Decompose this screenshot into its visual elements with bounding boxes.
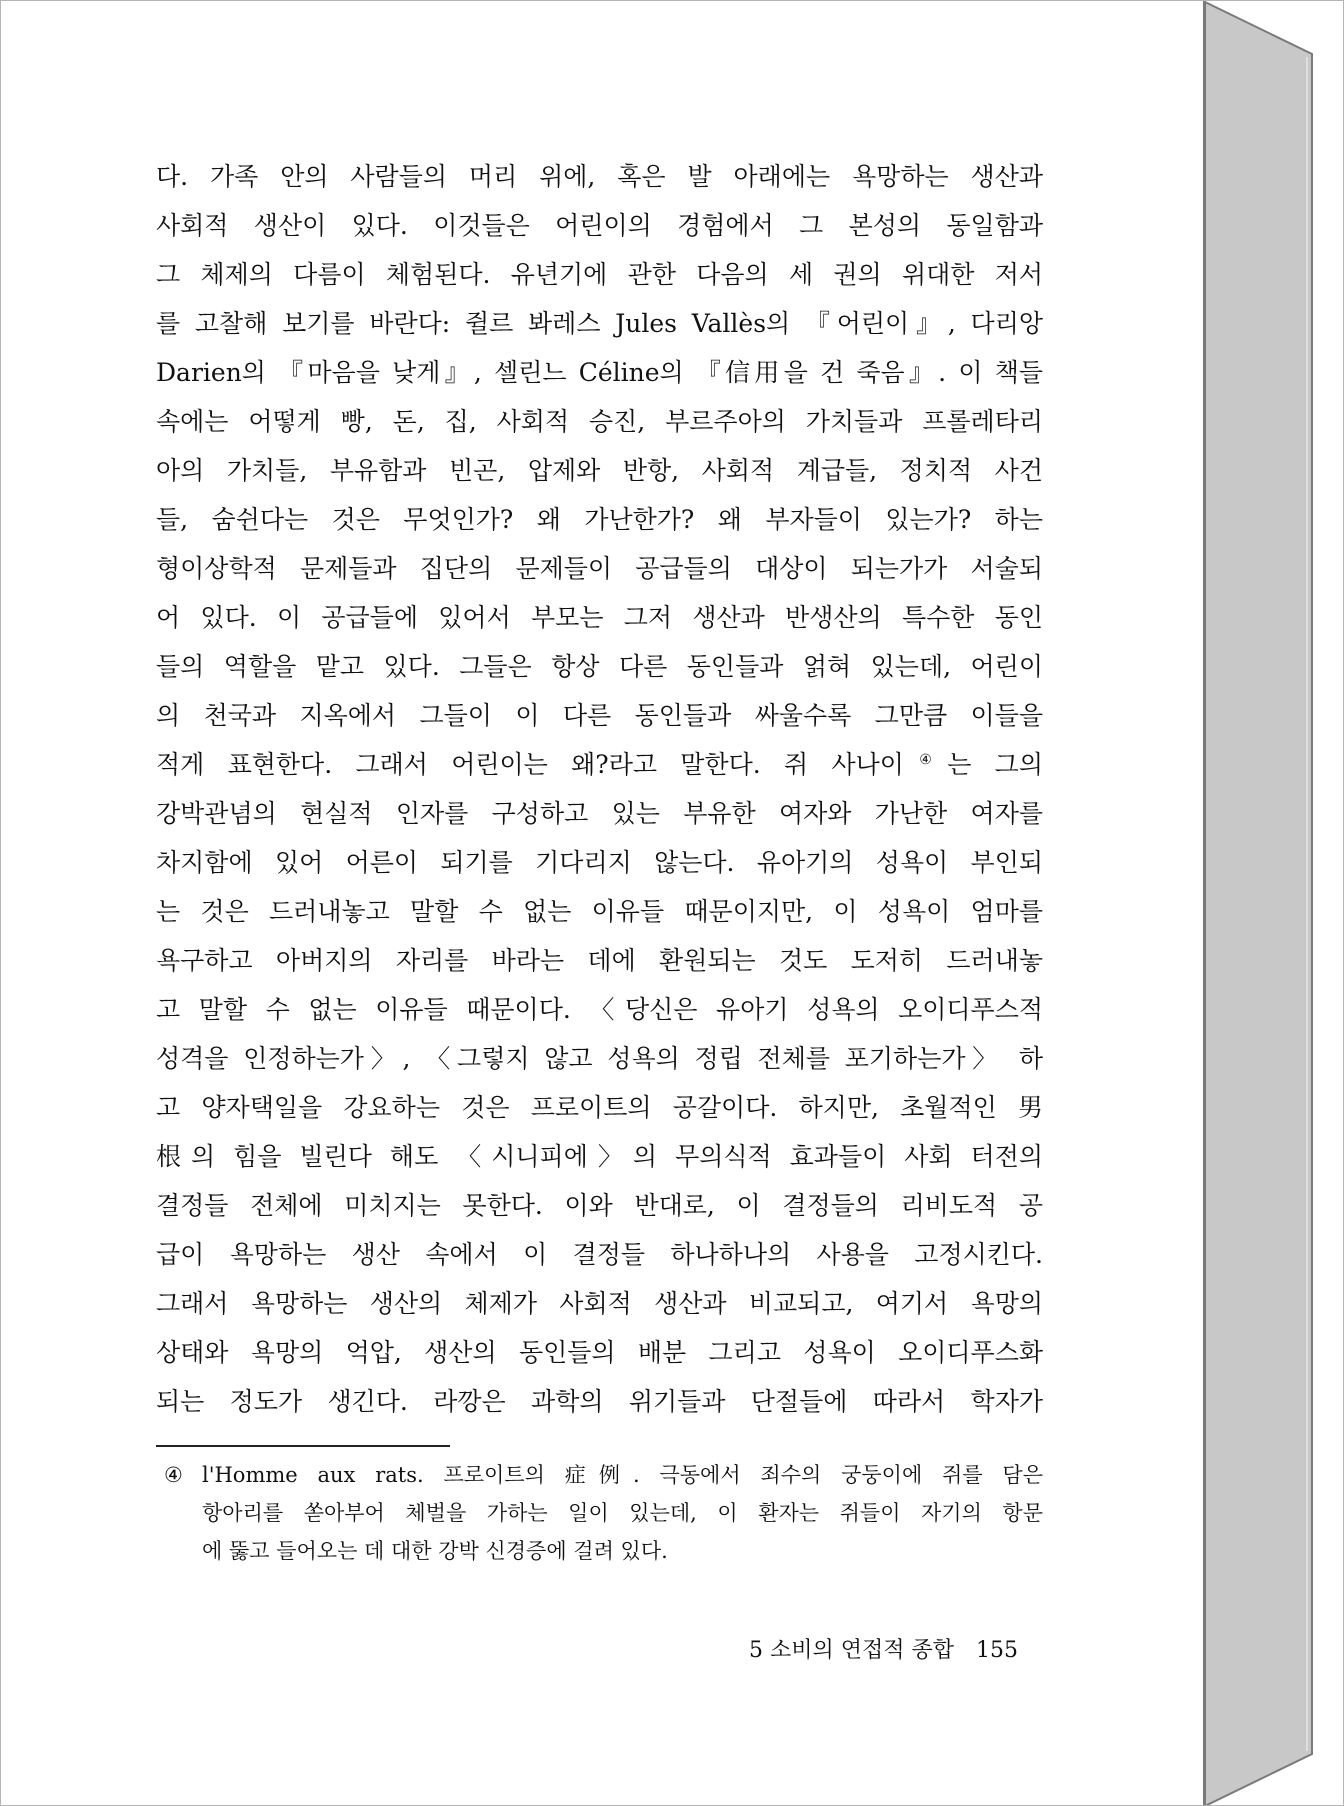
body-line [156,740,1043,789]
body-line: 들의 역할을 맡고 있다. 그들은 항상 다른 동인들과 얽혀 있는데, 어린이 [156,652,1043,681]
footnote-marker: ④ [164,1463,183,1487]
body-line: 강박관념의 현실적 인자를 구성하고 있는 부유한 여자와 가난한 여자를 [156,799,1043,828]
body-line: 들, 숨쉰다는 것은 무엇인가? 왜 가난한가? 왜 부자들이 있는가? 하는 [156,505,1043,534]
body-line: 고 말할 수 없는 이유들 때문이다. 〈당신은 유아기 성욕의 오이디푸스적 [156,995,1043,1024]
body-line: 사회적 생산이 있다. 이것들은 어린이의 경험에서 그 본성의 동일함과 [156,211,1043,240]
footnote [202,1456,1043,1570]
page-number: 155 [976,1638,1018,1663]
footnote-reference: ④ [903,752,948,768]
body-line: 의 천국과 지옥에서 그들이 이 다른 동인들과 싸울수록 그만큼 이들을 [156,701,1043,730]
body-line: 를 고찰해 보기를 바란다: 쥘르 봐레스 Jules Vallès의 『어린이』, 다리앙 [156,309,1043,338]
page-edge-line [1203,1,1205,1806]
body-line-text: 적게 표현한다. 그래서 어린이는 왜?라고 말한다. 쥐 사나이 [156,750,904,779]
body-line: 그 체제의 다름이 체험된다. 유년기에 관한 다음의 세 권의 위대한 저서 [156,260,1043,289]
body-line: 되는 정도가 생긴다. 라깡은 과학의 위기들과 단절들에 따라서 학자가 [156,1387,1043,1416]
footnote-line: 항아리를 쏟아부어 체벌을 가하는 일이 있는데, 이 환자는 쥐들이 자기의 항문 [202,1501,1043,1525]
chapter-title: 5 소비의 연접적 종합 [749,1638,954,1663]
footnote-line: l'Homme aux rats. 프로이트의 症例. 극동에서 죄수의 궁둥이에 쥐를 담은 [202,1463,1043,1487]
body-line: 그래서 욕망하는 생산의 체제가 사회적 생산과 비교되고, 여기서 욕망의 [156,1289,1043,1318]
body-line: 아의 가치들, 부유함과 빈곤, 압제와 반항, 사회적 계급들, 정치적 사건 [156,456,1043,485]
body-line: 고 양자택일을 강요하는 것은 프로이트의 공갈이다. 하지만, 초월적인 男 [156,1093,1043,1122]
body-line: 급이 욕망하는 생산 속에서 이 결정들 하나하나의 사용을 고정시킨다. [156,1240,1043,1269]
body-line: 속에는 어떻게 빵, 돈, 집, 사회적 승진, 부르주아의 가치들과 프롤레타리 [156,407,1043,436]
body-line: 상태와 욕망의 억압, 생산의 동인들의 배분 그리고 성욕이 오이디푸스화 [156,1338,1043,1367]
body-line: 어 있다. 이 공급들에 있어서 부모는 그저 생산과 반생산의 특수한 동인 [156,603,1043,632]
body-line: 결정들 전체에 미치지는 못한다. 이와 반대로, 이 결정들의 리비도적 공 [156,1191,1043,1220]
body-line: 성격을 인정하는가〉, 〈그렇지 않고 성욕의 정립 전체를 포기하는가〉 하 [156,1044,1043,1073]
body-line: 욕구하고 아버지의 자리를 바라는 데에 환원되는 것도 도저히 드러내놓 [156,946,1043,975]
body-line: 는 것은 드러내놓고 말할 수 없는 이유들 때문이지만, 이 성욕이 엄마를 [156,897,1043,926]
body-line: 형이상학적 문제들과 집단의 문제들이 공급들의 대상이 되는가가 서술되 [156,554,1043,583]
running-footer [749,1635,1018,1667]
body-line: 根의 힘을 빌린다 해도 〈시니피에〉의 무의식적 효과들이 사회 터전의 [156,1142,1043,1171]
body-text [156,152,1043,1426]
body-line: 다. 가족 안의 사람들의 머리 위에, 혹은 발 아래에는 욕망하는 생산과 [156,162,1043,191]
footnote-rule [156,1445,450,1447]
body-line: 차지함에 있어 어른이 되기를 기다리지 않는다. 유아기의 성욕이 부인되 [156,848,1043,877]
body-line: Darien의 『마음을 낮게』, 셀린느 Céline의 『信用을 건 죽음』. 이 책들 [156,358,1043,387]
body-line-text: 는 그의 [947,750,1043,779]
book-edge-panel [1205,2,1312,1806]
footnote-line: 에 뚫고 들어오는 데 대한 강박 신경증에 걸려 있다. [202,1539,668,1563]
